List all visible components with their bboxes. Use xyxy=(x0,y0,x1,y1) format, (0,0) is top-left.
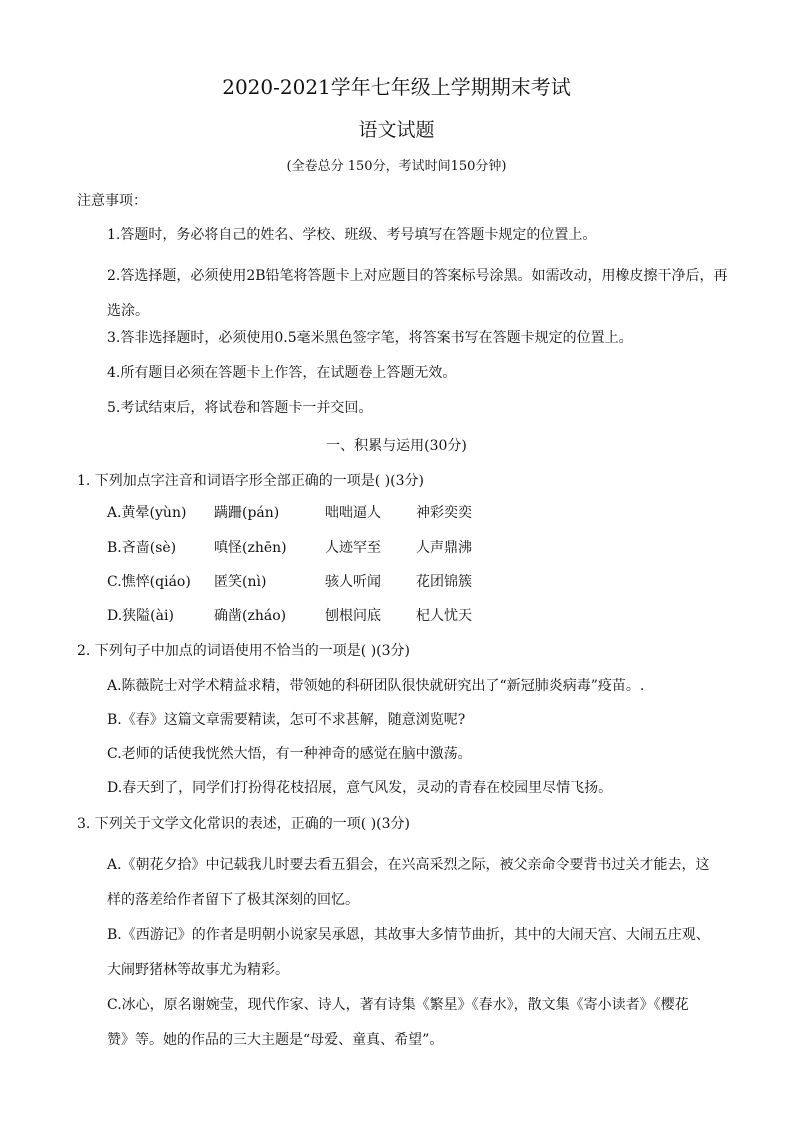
option-cell: 神彩奕奕 xyxy=(416,505,472,521)
question-1-option-row xyxy=(107,607,607,625)
question-3-option-line: A.《朝花夕拾》中记载我儿时要去看五猖会，在兴高采烈之际，被父亲命令要背书过关才能去，这 xyxy=(107,857,710,873)
option-cell: 杞人忧天 xyxy=(416,608,472,624)
question-1-stem: 1. 下列加点字注音和词语字形全部正确的一项是( )(3分) xyxy=(77,473,425,489)
question-3-stem: 3. 下列关于文学文化常识的表述，正确的一项( )(3分) xyxy=(77,816,411,832)
notice-item: 4.所有题目必须在答题卡上作答，在试题卷上答题无效。 xyxy=(107,365,457,381)
question-3-option-line: B.《西游记》的作者是明朝小说家吴承恩，其故事大多情节曲折，其中的大闹天宫、大闹五庄观、 xyxy=(107,927,710,943)
question-2-option: B.《春》这篇文章需要精读，怎可不求甚解，随意浏览呢? xyxy=(107,712,466,728)
notice-item: 5.考试结束后，将试卷和答题卡一并交回。 xyxy=(107,400,373,416)
option-cell: 人声鼎沸 xyxy=(416,540,472,556)
notice-item: 3.答非选择题时，必须使用0.5毫米黑色签字笔，将答案书写在答题卡规定的位置上。 xyxy=(107,330,633,346)
question-1-option-row xyxy=(107,539,607,557)
notice-label: 注意事项： xyxy=(77,193,147,209)
option-cell: 刨根问底 xyxy=(325,608,381,624)
option-cell: D.狭隘(ài) xyxy=(107,608,174,624)
option-cell: B.吝啬(sè) xyxy=(107,540,177,556)
exam-subtitle: 语文试题 xyxy=(358,119,435,141)
option-cell: 骇人听闻 xyxy=(325,574,381,590)
question-3-option-line: 赞》等。她的作品的三大主题是“母爱、童真、希望”。 xyxy=(107,1032,444,1048)
question-1-option-row xyxy=(107,504,607,522)
question-1-option-row xyxy=(107,573,607,591)
exam-title: 2020-2021学年七年级上学期期末考试 xyxy=(222,75,571,99)
question-2-option: A.陈薇院士对学术精益求精，带领她的科研团队很快就研究出了“新冠肺炎病毒”疫苗。. xyxy=(107,678,645,694)
question-2-option: D.春天到了，同学们打扮得花枝招展，意气风发，灵动的青春在校园里尽情飞扬。 xyxy=(107,780,613,796)
option-cell: 蹒跚(pán) xyxy=(214,505,280,521)
option-cell: 花团锦簇 xyxy=(416,574,472,590)
section-heading: 一、积累与运用(30分) xyxy=(326,438,467,454)
option-cell: 咄咄逼人 xyxy=(325,505,381,521)
question-2-stem: 2. 下列句子中加点的词语使用不恰当的一项是( )(3分) xyxy=(77,643,411,659)
option-cell: C.憔悴(qiáo) xyxy=(107,574,191,590)
question-3-option-line: 大闹野猪林等故事尤为精彩。 xyxy=(107,962,289,978)
question-3-option-line: 样的落差给作者留下了极其深刻的回忆。 xyxy=(107,892,359,908)
exam-info: (全卷总分 150分，考试时间150分钟) xyxy=(286,159,507,174)
option-cell: 确凿(zháo) xyxy=(214,608,287,624)
notice-item: 2.答选择题，必须使用2B铅笔将答题卡上对应题目的答案标号涂黑。如需改动，用橡皮擦干净后，再 xyxy=(107,268,728,284)
option-cell: 人迹罕至 xyxy=(325,540,381,556)
question-3-option-line: C.冰心，原名谢婉莹，现代作家、诗人，著有诗集《繁星》《春水》，散文集《寄小读者》《樱花 xyxy=(107,997,689,1013)
option-cell: A.黄晕(yùn) xyxy=(107,505,187,521)
question-2-option: C.老师的话使我恍然大悟，有一种神奇的感觉在脑中激荡。 xyxy=(107,746,472,762)
option-cell: 匿笑(nì) xyxy=(214,574,267,590)
notice-item: 选涂。 xyxy=(107,303,149,319)
option-cell: 嗔怪(zhēn) xyxy=(214,540,287,556)
notice-item: 1.答题时，务必将自己的姓名、学校、班级、考号填写在答题卡规定的位置上。 xyxy=(107,227,597,243)
